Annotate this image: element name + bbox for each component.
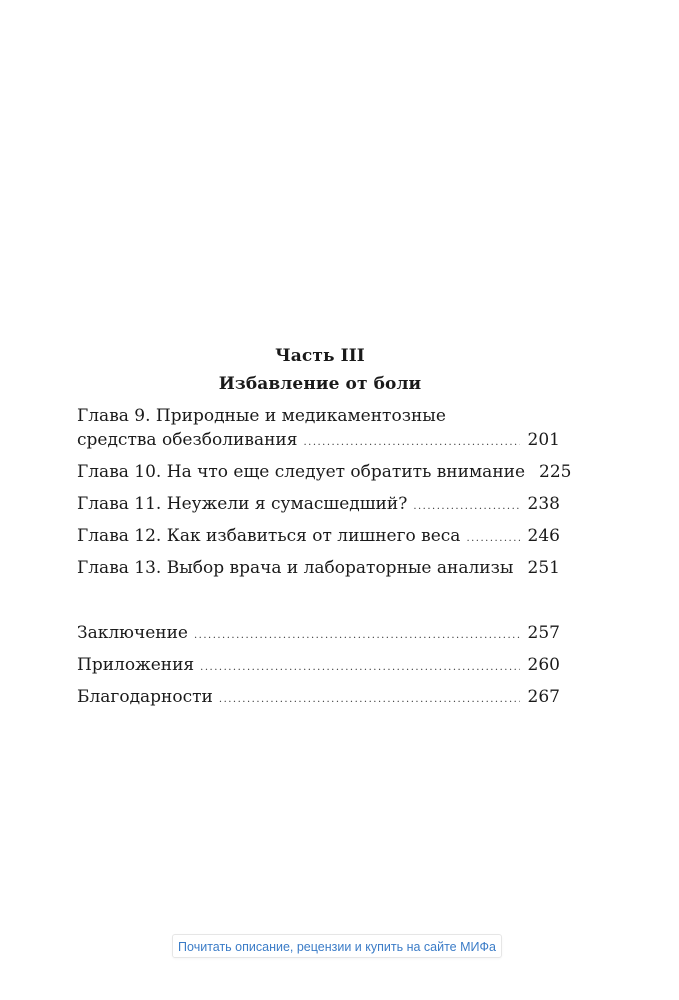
toc-entry-chapter-11[interactable] [77, 492, 560, 516]
part-number: Часть III [275, 346, 365, 366]
dot-leader [466, 534, 519, 544]
toc-entry-title: Глава 13. Выбор врача и лабораторные анализы [77, 558, 514, 578]
toc-entry-title: Приложения [77, 655, 195, 675]
toc-entry-title: Глава 11. Неужели я сумасшедший? [77, 494, 408, 514]
dot-leader [303, 438, 519, 448]
toc-entry-page: 257 [527, 623, 560, 643]
toc-entry-chapter-12[interactable] [77, 524, 560, 548]
toc-entry-title: средства обезболивания [77, 430, 298, 450]
dot-leader [413, 502, 519, 512]
toc-entry-page: 201 [527, 430, 560, 450]
toc-entry-page: 267 [527, 687, 560, 707]
toc-entry-chapter-9[interactable] [77, 428, 560, 452]
toc-entry-title: Глава 10. На что еще следует обратить внимание [77, 462, 526, 482]
toc-entry-page: 238 [527, 494, 560, 514]
toc-entry-page: 251 [527, 558, 560, 578]
toc-entry-conclusion[interactable] [77, 621, 560, 645]
toc-entry-title: Глава 12. Как избавиться от лишнего веса [77, 526, 461, 546]
toc-entry-title: Благодарности [77, 687, 213, 707]
toc-entry-acknowledgements[interactable] [77, 685, 560, 709]
toc-entry-page: 225 [539, 462, 572, 482]
toc-entry-page: 246 [527, 526, 560, 546]
dot-leader [200, 663, 519, 673]
dot-leader [194, 631, 520, 641]
toc-entry-chapter-13[interactable] [77, 556, 560, 580]
toc-entry-appendices[interactable] [77, 653, 560, 677]
toc-entry-chapter-9-line1: Глава 9. Природные и медикаментозные [77, 406, 446, 426]
dot-leader [219, 695, 520, 705]
part-title: Избавление от боли [218, 374, 422, 394]
table-of-contents [77, 404, 572, 714]
toc-entry-page: 260 [527, 655, 560, 675]
toc-entry-chapter-10[interactable] [77, 460, 572, 484]
myf-site-link[interactable]: Почитать описание, рецензии и купить на сайте МИФа [172, 934, 502, 958]
toc-entry-title: Заключение [77, 623, 188, 643]
